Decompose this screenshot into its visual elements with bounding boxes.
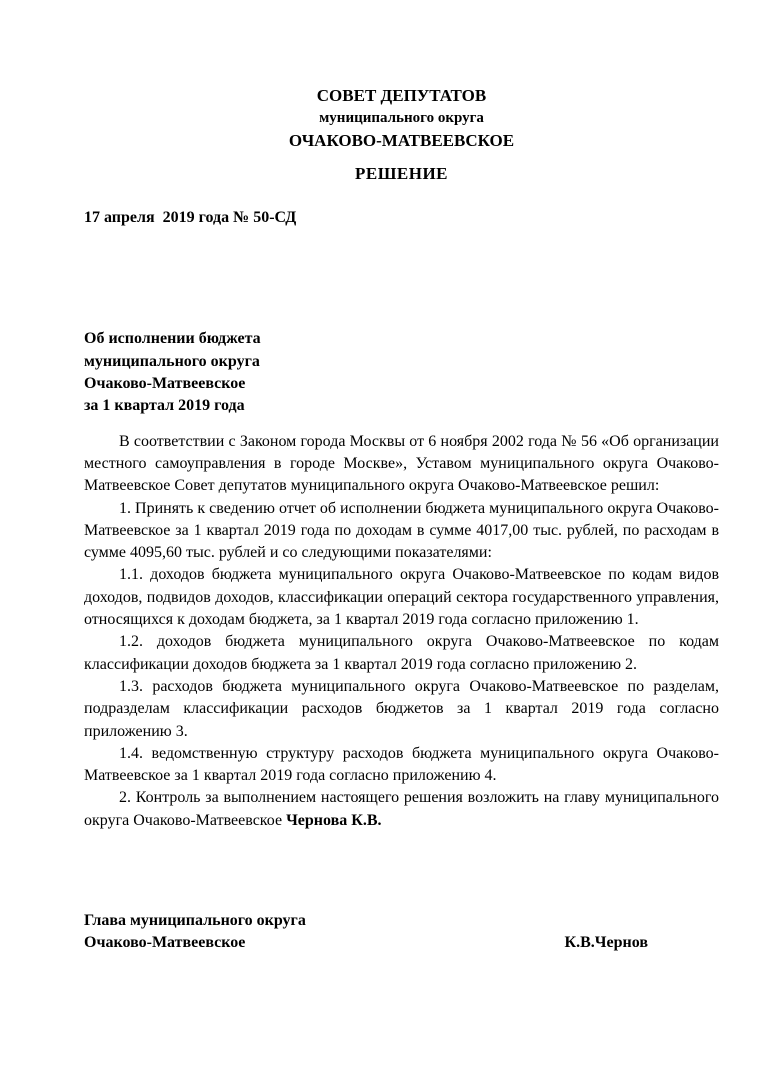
signature-block <box>84 910 719 955</box>
paragraph-item-2-text: 2. Контроль за выполнением настоящего решения возложить на главу муниципального округа Очаково-Матвеевское <box>84 789 719 829</box>
date-and-number-line: 17 апреля 2019 года № 50-СД <box>84 209 297 227</box>
signature-title-line-2: Очаково-Матвеевское <box>84 934 246 952</box>
paragraph-preamble: В соответствии с Законом города Москвы от 6 ноября 2002 года № 56 «Об организации местного самоуправления в городе Москве», Уставом муниципального округа Очаково-Матвеевское Совет депутатов муниципального округа Очаково-Матвеевское решил: <box>84 432 719 495</box>
signature-title-line-1: Глава муниципального округа <box>84 912 306 930</box>
subject-line-4: за 1 квартал 2019 года <box>84 397 245 415</box>
subject-line-1: Об исполнении бюджета <box>84 330 261 348</box>
signatory-name: К.В.Чернов <box>564 934 648 952</box>
subject-line-3: Очаково-Матвеевское <box>84 375 246 393</box>
subject-block <box>84 328 719 417</box>
document-type-title: РЕШЕНИЕ <box>354 163 448 183</box>
org-name-line-1: СОВЕТ ДЕПУТАТОВ <box>316 86 487 105</box>
paragraph-item-1-1: 1.1. доходов бюджета муниципального округа Очаково-Матвеевское по кодам видов доходов, подвидов доходов, классификации операций сектора государственного управления, относящихся к доходам бюджета, за 1 квартал 2019 года согласно приложению 1. <box>84 566 719 629</box>
org-name-line-2: муниципального округа <box>319 110 484 127</box>
subject-line-2: муниципального округа <box>84 352 260 370</box>
paragraph-item-1: 1. Принять к сведению отчет об исполнении бюджета муниципального округа Очаково-Матвеевское за 1 квартал 2019 года по доходам в сумме 4017,00 тыс. рублей, по расходам в сумме 4095,60 тыс. рублей и со следующими показателями: <box>84 499 719 562</box>
org-name-line-3: ОЧАКОВО-МАТВЕЕВСКОЕ <box>288 130 515 150</box>
responsible-person-name: Чернова К.В. <box>286 811 382 829</box>
paragraph-item-1-4: 1.4. ведомственную структуру расходов бюджета муниципального округа Очаково-Матвеевское за 1 квартал 2019 года согласно приложению 4. <box>84 744 719 785</box>
org-header <box>84 85 719 152</box>
paragraph-item-1-3: 1.3. расходов бюджета муниципального округа Очаково-Матвеевское по разделам, подразделам классификации расходов бюджетов за 1 квартал 2019 года согласно приложению 3. <box>84 677 719 740</box>
paragraph-item-2 <box>84 787 719 832</box>
resolution-body <box>84 431 719 832</box>
signature-row <box>84 932 719 954</box>
paragraph-item-1-2: 1.2. доходов бюджета муниципального округа Очаково-Матвеевское по кодам классификации доходов бюджета за 1 квартал 2019 года согласно приложению 2. <box>84 633 719 673</box>
